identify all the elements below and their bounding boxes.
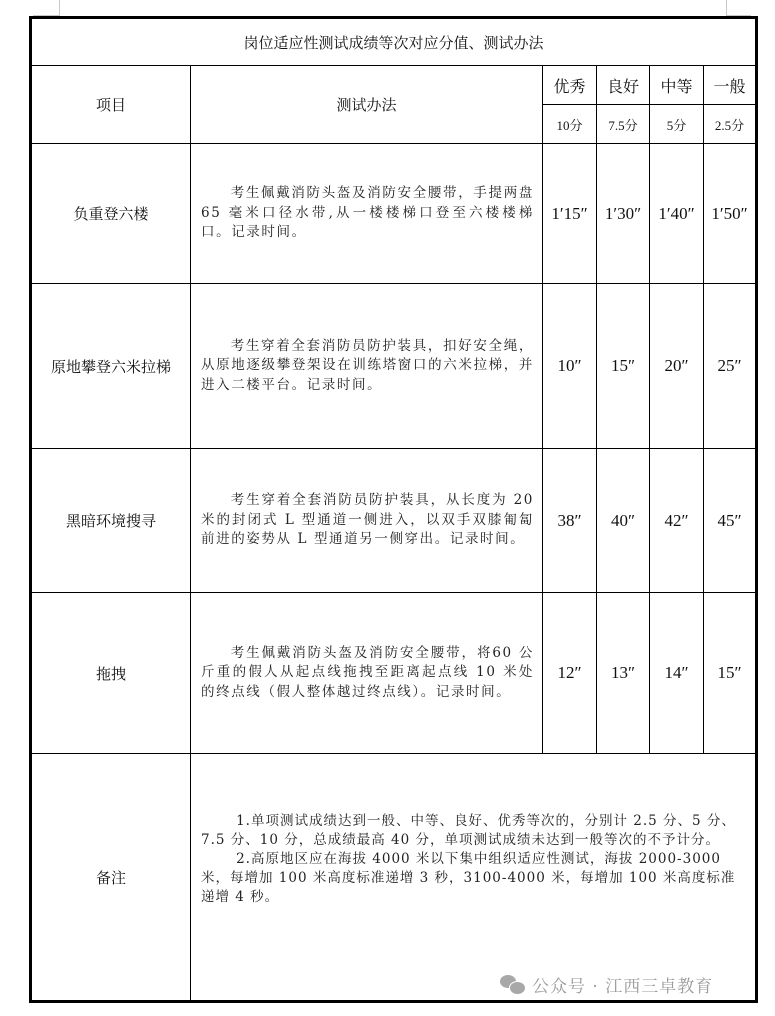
table-title: 岗位适应性测试成绩等次对应分值、测试办法	[31, 18, 757, 66]
time-general: 15″	[704, 593, 757, 754]
score-table	[29, 16, 758, 1003]
time-medium: 42″	[650, 449, 704, 593]
header-grade-general: 一般	[704, 66, 757, 105]
table-row	[31, 144, 757, 284]
item-name: 拖拽	[31, 593, 191, 754]
table-row	[31, 449, 757, 593]
note-item: 1.单项测试成绩达到一般、中等、良好、优秀等次的，分别计 2.5 分、5 分、7.5 分、10 分，总成绩最高 40 分，单项测试成绩未达到一般等次的不予计分。	[201, 812, 736, 848]
score-medium: 5分	[650, 105, 704, 144]
item-name: 黑暗环境搜寻	[31, 449, 191, 593]
note-item: 2.高原地区应在海拔 4000 米以下集中组织适应性测试，海拔 2000-3000 米，每增加 100 米高度标准递增 3 秒，3100-4000 米，每增加 100 米高度标准递增 4 秒。	[201, 850, 736, 905]
item-name: 负重登六楼	[31, 144, 191, 284]
page-corner-mark-left	[33, 0, 60, 16]
time-good: 1′30″	[597, 144, 650, 284]
time-general: 1′50″	[704, 144, 757, 284]
test-method: 考生穿着全套消防员防护装具，扣好安全绳，从原地逐级攀登架设在训练塔窗口的六米拉梯，并进入二楼平台。记录时间。	[191, 284, 543, 449]
notes-label: 备注	[31, 754, 191, 1002]
notes-row	[31, 754, 757, 1002]
item-name: 原地攀登六米拉梯	[31, 284, 191, 449]
score-good: 7.5分	[597, 105, 650, 144]
score-excellent: 10分	[543, 105, 597, 144]
test-method: 考生穿着全套消防员防护装具，从长度为 20 米的封闭式 L 型通道一侧进入，以双手双膝匍匐前进的姿势从 L 型通道另一侧穿出。记录时间。	[191, 449, 543, 593]
time-excellent: 1′15″	[543, 144, 597, 284]
time-excellent: 38″	[543, 449, 597, 593]
header-grade-medium: 中等	[650, 66, 704, 105]
header-grade-good: 良好	[597, 66, 650, 105]
time-general: 45″	[704, 449, 757, 593]
time-good: 15″	[597, 284, 650, 449]
time-medium: 20″	[650, 284, 704, 449]
header-method: 测试办法	[191, 66, 543, 144]
time-medium: 1′40″	[650, 144, 704, 284]
table-row	[31, 284, 757, 449]
time-excellent: 12″	[543, 593, 597, 754]
header-grade-excellent: 优秀	[543, 66, 597, 105]
page-corner-mark-right	[726, 0, 751, 16]
notes-content	[191, 754, 757, 1002]
test-method: 考生佩戴消防头盔及消防安全腰带，手提两盘 65 毫米口径水带,从一楼楼梯口登至六楼楼梯口。记录时间。	[191, 144, 543, 284]
test-method: 考生佩戴消防头盔及消防安全腰带，将60 公斤重的假人从起点线拖拽至距离起点线 10 米处的终点线（假人整体越过终点线）。记录时间。	[191, 593, 543, 754]
time-excellent: 10″	[543, 284, 597, 449]
score-general: 2.5分	[704, 105, 757, 144]
watermark-text: 公众号 · 江西三卓教育	[532, 977, 714, 997]
time-medium: 14″	[650, 593, 704, 754]
watermark	[500, 972, 713, 997]
table-row	[31, 593, 757, 754]
wechat-icon	[500, 975, 526, 995]
time-good: 13″	[597, 593, 650, 754]
time-good: 40″	[597, 449, 650, 593]
time-general: 25″	[704, 284, 757, 449]
header-item: 项目	[31, 66, 191, 144]
